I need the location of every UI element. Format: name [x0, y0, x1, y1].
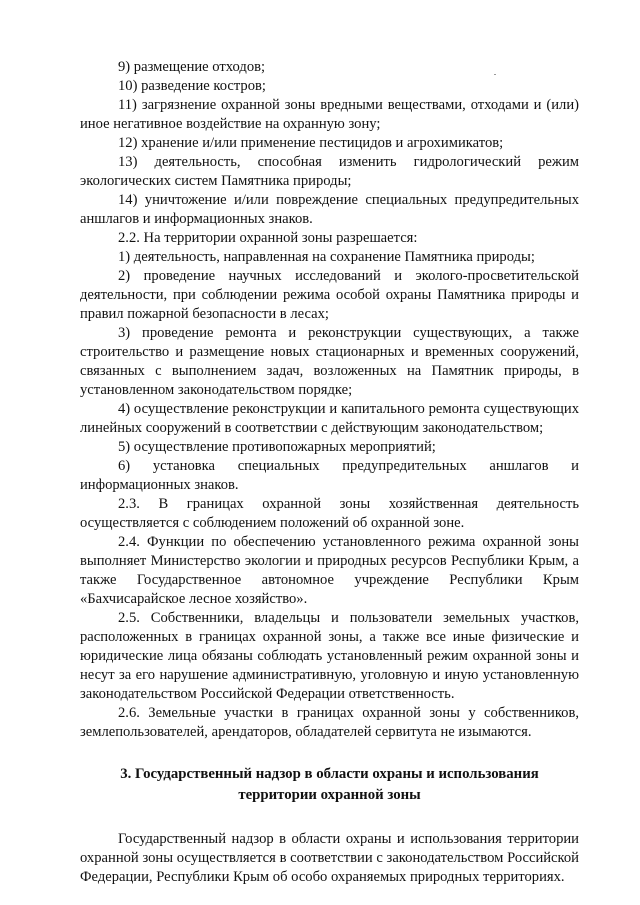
section-3-heading-line-1: 3. Государственный надзор в области охраны и использования	[120, 766, 539, 782]
allowed-item-3: 3) проведение ремонта и реконструкции существующих, а также строительство и размещение новых стационарных и временных сооружений, связанных с выполнением задач, возложенных на Памятник природы, в установленном законодательством порядке;	[80, 325, 579, 398]
allowed-item-4: 4) осуществление реконструкции и капитального ремонта существующих линейных сооружений в соответствии с действующим законодательством;	[80, 401, 579, 436]
list-item-14: 14) уничтожение и/или повреждение специальных предупредительных аншлагов и информационных знаков.	[80, 192, 579, 227]
clause-2-2: 2.2. На территории охранной зоны разрешается:	[118, 230, 418, 246]
list-item-9: 9) размещение отходов;	[118, 59, 266, 75]
list-item-10: 10) разведение костров;	[118, 78, 266, 94]
section-3-text: Государственный надзор в области охраны и использования территории охранной зоны осуществляется в соответствии с законодательством Российской Федерации, Республики Крым об особо охраняемых природных территориях.	[80, 831, 579, 885]
list-item-12: 12) хранение и/или применение пестицидов и агрохимикатов;	[118, 135, 504, 151]
allowed-item-6: 6) установка специальных предупредительных аншлагов и информационных знаков.	[80, 458, 579, 493]
allowed-item-2: 2) проведение научных исследований и эколого-просветительской деятельности, при соблюдении режима особой охраны Памятника природы и правил пожарной безопасности в лесах;	[80, 268, 579, 322]
allowed-item-1: 1) деятельность, направленная на сохранение Памятника природы;	[118, 249, 535, 265]
section-3-heading	[80, 764, 579, 806]
document-page	[80, 58, 579, 887]
section-3-heading-line-2: территории охранной зоны	[238, 787, 421, 803]
list-item-13: 13) деятельность, способная изменить гидрологический режим экологических систем Памятника природы;	[80, 154, 579, 189]
clause-2-5: 2.5. Собственники, владельцы и пользователи земельных участков, расположенных в границах охранной зоны, а также все иные физические и юридические лица обязаны соблюдать установленный режим охранной зоны и несут за его нарушение административную, уголовную и иную установленную законодательством Российской Федерации ответственность.	[80, 610, 579, 702]
list-item-11: 11) загрязнение охранной зоны вредными веществами, отходами и (или) иное негативное воздействие на охранную зону;	[80, 97, 579, 132]
clause-2-6: 2.6. Земельные участки в границах охранной зоны у собственников, землепользователей, арендаторов, обладателей сервитута не изымаются.	[80, 705, 579, 740]
clause-2-3: 2.3. В границах охранной зоны хозяйственная деятельность осуществляется с соблюдением положений об охранной зоне.	[80, 496, 579, 531]
clause-2-4: 2.4. Функции по обеспечению установленного режима охранной зоны выполняет Министерство экологии и природных ресурсов Республики Крым, а также Государственное автономное учреждение Республики Крым «Бахчисарайское лесное хозяйство».	[80, 534, 579, 607]
allowed-item-5: 5) осуществление противопожарных мероприятий;	[118, 439, 436, 455]
